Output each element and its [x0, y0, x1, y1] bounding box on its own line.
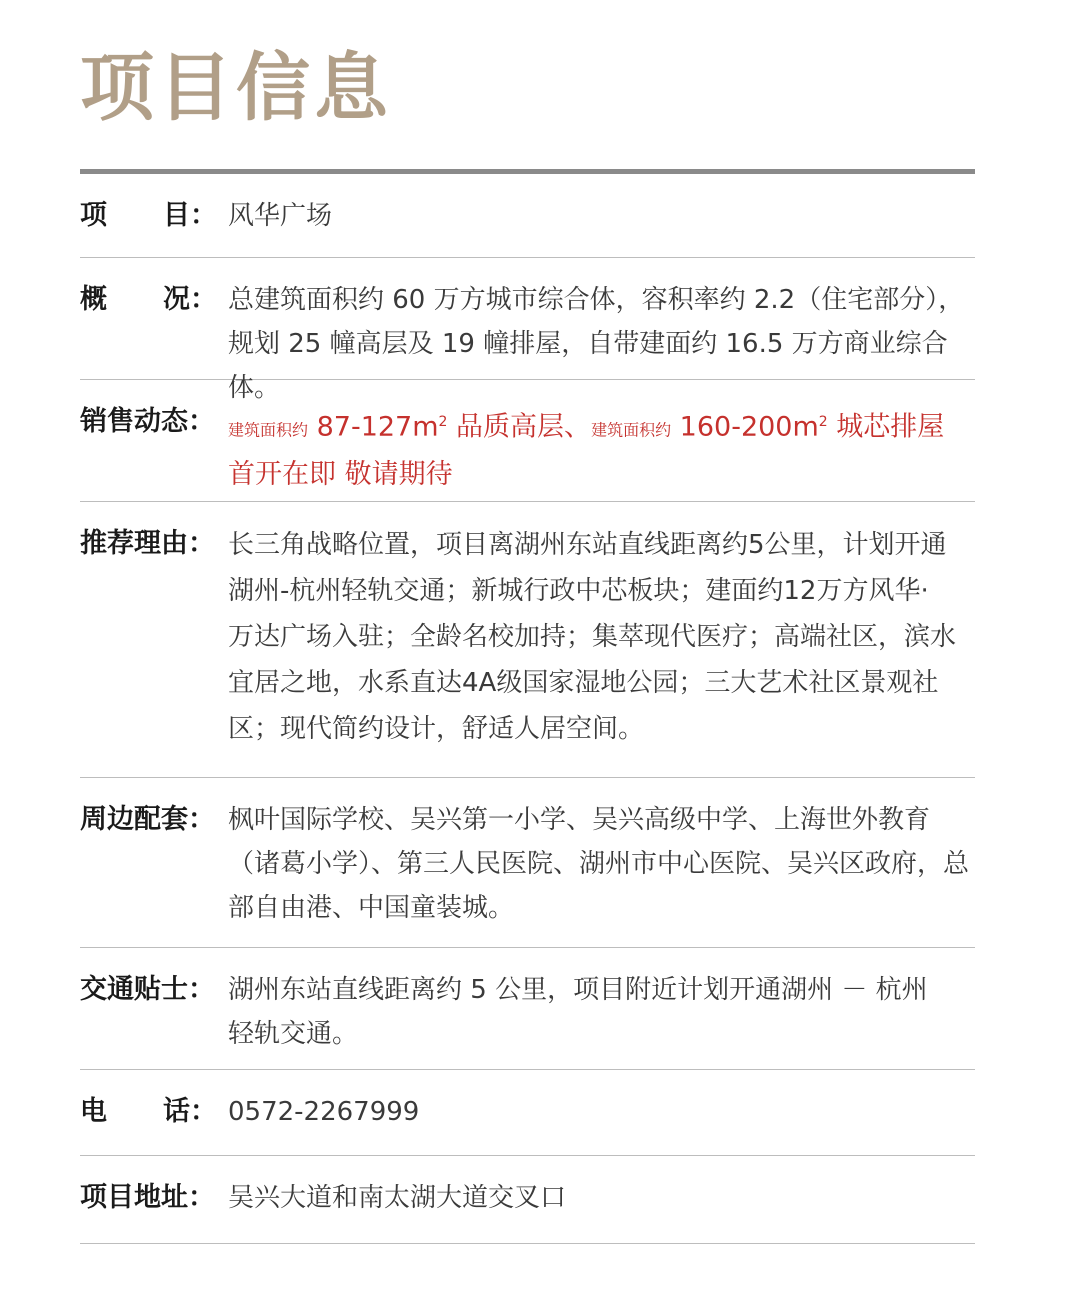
label-project [80, 194, 228, 238]
reason-line: 长三角战略位置，项目离湖州东站直线距离约5公里，计划开通 [228, 530, 947, 560]
phone-number[interactable]: 0572-2267999 [228, 1097, 420, 1127]
traffic-line: 湖州东站直线距离约 5 公里，项目附近计划开通湖州 － 杭州 [228, 975, 928, 1005]
label-address: 项目地址： [80, 1182, 215, 1213]
around-line: 部自由港、中国童装城。 [228, 893, 515, 923]
label-char: 况： [163, 284, 217, 315]
traffic-line: 轻轨交通。 [228, 1019, 359, 1049]
value-address: 吴兴大道和南太湖大道交叉口 [228, 1183, 567, 1213]
reason-line: 区；现代简约设计，舒适人居空间。 [228, 714, 645, 744]
label-phone [80, 1090, 228, 1134]
sales-type: 品质高层、 [447, 411, 592, 443]
overview-line: 规划 25 幢高层及 19 幢排屋，自带建面约 16.5 万方商业综合体。 [228, 329, 948, 403]
row-around [80, 778, 975, 948]
label-traffic: 交通贴士： [80, 974, 215, 1005]
value-overview [228, 278, 975, 410]
row-reason [80, 502, 975, 778]
sales-line: 首开在即 敬请期待 [228, 458, 453, 490]
sales-area: 87-127m [308, 411, 439, 443]
label-char: 目： [163, 200, 217, 231]
overview-line: 总建筑面积约 60 万方城市综合体，容积率约 2.2（住宅部分）， [228, 285, 965, 315]
row-overview [80, 258, 975, 403]
sales-line [228, 400, 975, 453]
around-line: 枫叶国际学校、吴兴第一小学、吴兴高级中学、上海世外教育 [228, 805, 931, 835]
reason-line: 万达广场入驻；全龄名校加持；集萃现代医疗；高端社区，滨水 [228, 622, 957, 652]
sales-sup: 2 [438, 414, 448, 430]
value-sales [228, 400, 975, 497]
label-char: 概 [80, 284, 107, 315]
label-sales: 销售动态： [80, 406, 215, 437]
info-list [80, 174, 975, 1244]
reason-line: 湖州-杭州轻轨交通；新城行政中芯板块；建面约12万方风华· [228, 576, 929, 606]
value-traffic [228, 968, 975, 1056]
sales-type: 城芯排屋 [827, 411, 945, 443]
sales-sup: 2 [818, 414, 828, 430]
around-line: （诸葛小学）、第三人民医院、湖州市中心医院、吴兴区政府，总 [228, 849, 970, 879]
label-around: 周边配套： [80, 804, 215, 835]
page-title: 项目信息 [80, 45, 392, 131]
row-address [80, 1156, 975, 1244]
label-char: 电 [80, 1096, 107, 1127]
row-traffic [80, 948, 975, 1070]
reason-line: 宜居之地，水系直达4A级国家湿地公园；三大艺术社区景观社 [228, 668, 939, 698]
label-overview [80, 278, 228, 322]
sales-area: 160-200m [671, 411, 819, 443]
value-around [228, 798, 975, 930]
sales-prefix: 建筑面积约 [591, 420, 672, 440]
sales-prefix: 建筑面积约 [228, 420, 309, 440]
row-phone [80, 1070, 975, 1156]
label-char: 项 [80, 200, 107, 231]
value-reason [228, 522, 975, 752]
row-project [80, 174, 975, 258]
value-project: 风华广场 [228, 201, 333, 231]
label-char: 话： [163, 1096, 217, 1127]
label-reason: 推荐理由： [80, 528, 215, 559]
